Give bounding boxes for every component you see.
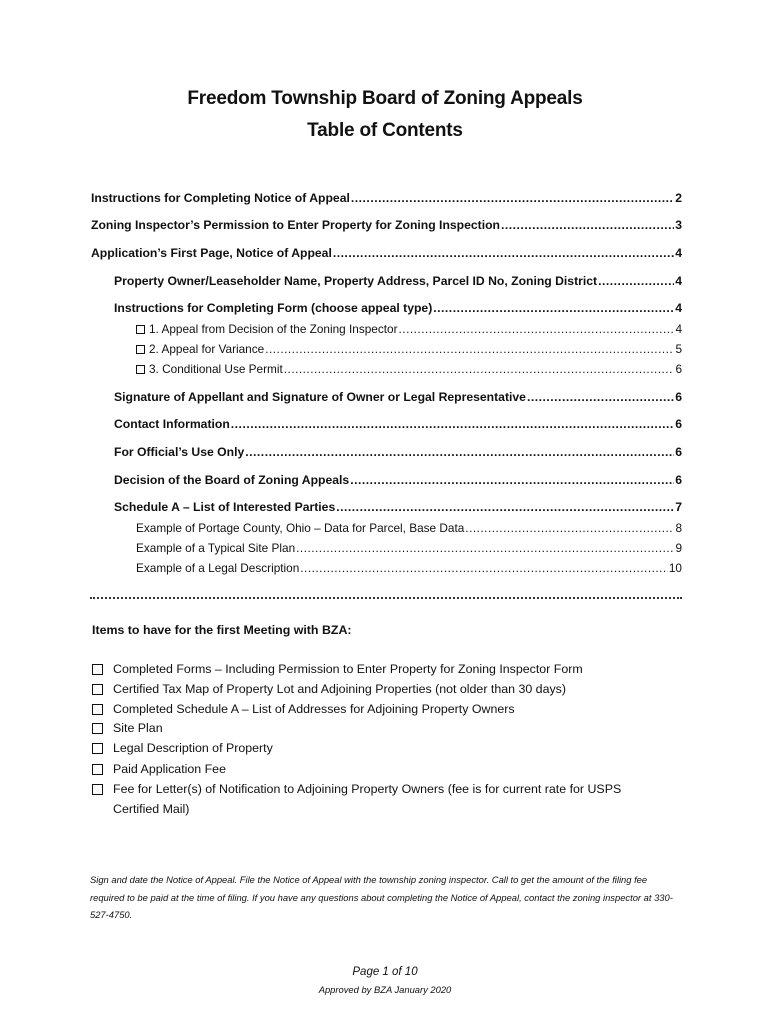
checkbox-icon[interactable] bbox=[92, 764, 103, 775]
toc-entry-page: 4 bbox=[675, 246, 682, 260]
toc-entry[interactable] bbox=[114, 274, 682, 288]
toc-entry-page: 10 bbox=[668, 561, 682, 575]
toc-entry-page: 8 bbox=[675, 521, 682, 535]
toc-entry[interactable] bbox=[91, 218, 682, 232]
checkbox-icon[interactable] bbox=[92, 784, 103, 795]
toc-entry-page: 6 bbox=[675, 473, 682, 487]
toc-entry-label: Example of Portage County, Ohio – Data for Parcel, Base Data bbox=[136, 521, 465, 535]
toc-entry[interactable] bbox=[114, 390, 682, 404]
toc-entry-page: 6 bbox=[675, 445, 682, 459]
toc-entry[interactable] bbox=[136, 342, 682, 356]
toc-entry[interactable] bbox=[136, 561, 682, 575]
checklist-item-label: Paid Application Fee bbox=[113, 762, 226, 776]
page-number: Page 1 of 10 bbox=[352, 966, 418, 978]
checkbox-icon[interactable] bbox=[92, 684, 103, 695]
toc-entry-page: 6 bbox=[675, 362, 682, 376]
checkbox-icon bbox=[136, 345, 145, 354]
checklist-item-label: Completed Forms – Including Permission to Enter Property for Zoning Inspector Form bbox=[113, 662, 583, 676]
toc-entry[interactable] bbox=[114, 301, 682, 315]
checklist-item-label: Certified Tax Map of Property Lot and Adjoining Properties (not older than 30 days) bbox=[113, 682, 566, 696]
toc-entry[interactable] bbox=[136, 322, 682, 336]
checklist-item[interactable] bbox=[92, 779, 662, 819]
checklist-item[interactable] bbox=[92, 738, 662, 758]
toc-entry-label: 2. Appeal for Variance bbox=[149, 342, 265, 356]
toc-entry[interactable] bbox=[136, 541, 682, 555]
toc-entry-label: 1. Appeal from Decision of the Zoning Inspector bbox=[149, 322, 398, 336]
toc-entry-label: Instructions for Completing Form (choose appeal type) bbox=[114, 301, 433, 315]
checklist-item-label: Fee for Letter(s) of Notification to Adjoining Property Owners (fee is for current rate for USPS Certified Mail) bbox=[113, 782, 622, 816]
toc-entry[interactable] bbox=[136, 362, 682, 376]
toc-entry-page: 6 bbox=[675, 390, 682, 404]
checkbox-icon bbox=[136, 365, 145, 374]
toc-entry-page: 4 bbox=[675, 274, 682, 288]
toc-entry-page: 9 bbox=[675, 541, 682, 555]
toc-entry-page: 3 bbox=[675, 218, 682, 232]
checklist-item-label: Legal Description of Property bbox=[113, 741, 273, 755]
toc-entry[interactable] bbox=[91, 246, 682, 260]
toc-entry-label: Decision of the Board of Zoning Appeals bbox=[114, 473, 350, 487]
section-divider bbox=[90, 597, 682, 599]
document-subtitle: Table of Contents bbox=[307, 120, 463, 141]
toc-entry[interactable] bbox=[114, 473, 682, 487]
toc-entry-label: Property Owner/Leaseholder Name, Property Address, Parcel ID No, Zoning District bbox=[114, 274, 598, 288]
checkbox-icon[interactable] bbox=[92, 664, 103, 675]
checklist-item[interactable] bbox=[92, 718, 662, 738]
checkbox-icon bbox=[136, 325, 145, 334]
toc-entry[interactable] bbox=[114, 445, 682, 459]
toc-entry[interactable] bbox=[91, 191, 682, 205]
checkbox-icon[interactable] bbox=[92, 743, 103, 754]
toc-entry-page: 4 bbox=[675, 301, 682, 315]
toc-entry-label: Example of a Typical Site Plan bbox=[136, 541, 296, 555]
checklist-heading: Items to have for the first Meeting with BZA: bbox=[92, 623, 352, 637]
toc-entry-page: 6 bbox=[675, 417, 682, 431]
toc-entry-label: Zoning Inspector’s Permission to Enter Property for Zoning Inspection bbox=[91, 218, 500, 232]
toc-entry-label: Schedule A – List of Interested Parties bbox=[114, 500, 336, 514]
toc-entry-label: Contact Information bbox=[114, 417, 230, 431]
toc-entry-label: For Official’s Use Only bbox=[114, 445, 245, 459]
document-title: Freedom Township Board of Zoning Appeals bbox=[187, 88, 583, 109]
filing-instructions: Sign and date the Notice of Appeal. File the Notice of Appeal with the township zoning inspector. Call to get the amount of the filing fee required to be paid at the time of filing. If you have any questions about completing the Notice of Appeal, contact the zoning inspector at 330-527-4750. bbox=[90, 874, 673, 920]
toc-entry-page: 4 bbox=[675, 322, 682, 336]
checklist-item[interactable] bbox=[92, 699, 662, 719]
checklist-item[interactable] bbox=[92, 759, 662, 779]
checklist-item-label: Completed Schedule A – List of Addresses for Adjoining Property Owners bbox=[113, 702, 515, 716]
checklist-item[interactable] bbox=[92, 659, 662, 679]
toc-entry-label: Instructions for Completing Notice of Appeal bbox=[91, 191, 350, 205]
toc-entry-page: 2 bbox=[675, 191, 682, 205]
toc-entry-page: 7 bbox=[675, 500, 682, 514]
toc-entry[interactable] bbox=[114, 500, 682, 514]
toc-entry-label: Signature of Appellant and Signature of Owner or Legal Representative bbox=[114, 390, 526, 404]
checkbox-icon[interactable] bbox=[92, 723, 103, 734]
toc-entry[interactable] bbox=[136, 521, 682, 535]
toc-entry-label: Example of a Legal Description bbox=[136, 561, 300, 575]
approval-note: Approved by BZA January 2020 bbox=[318, 984, 452, 995]
toc-entry-label: 3. Conditional Use Permit bbox=[149, 362, 283, 376]
checklist-item-label: Site Plan bbox=[113, 721, 163, 735]
toc-entry[interactable] bbox=[114, 417, 682, 431]
checkbox-icon[interactable] bbox=[92, 704, 103, 715]
toc-entry-label: Application’s First Page, Notice of Appeal bbox=[91, 246, 332, 260]
toc-entry-page: 5 bbox=[675, 342, 682, 356]
checklist-item[interactable] bbox=[92, 679, 662, 699]
